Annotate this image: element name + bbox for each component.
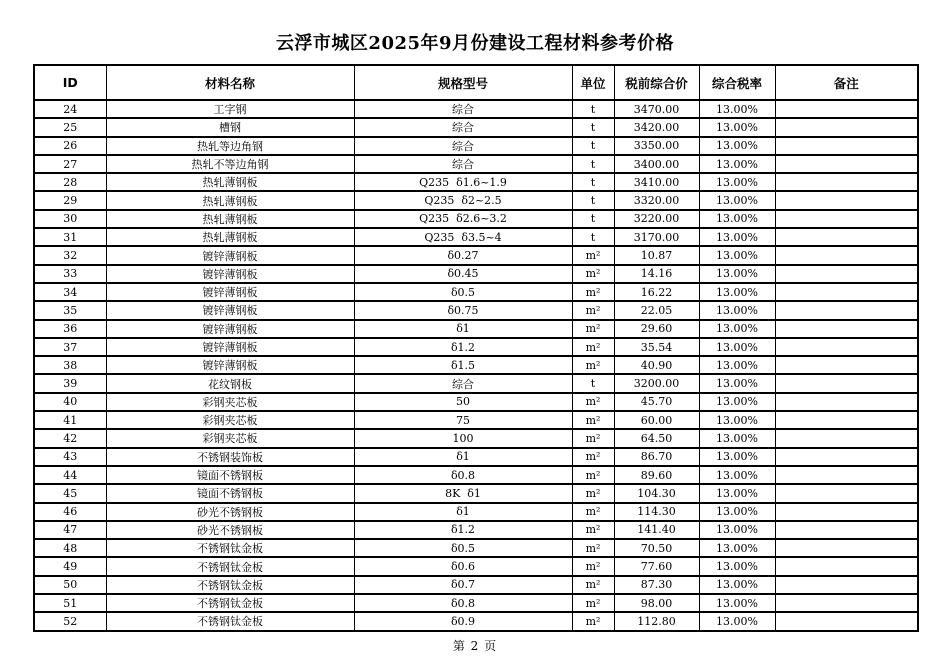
cell-id: 45 [34, 484, 106, 502]
cell-material-name: 镀锌薄钢板 [106, 265, 354, 283]
table-body [34, 100, 918, 631]
cell-tax-rate: 13.00% [699, 576, 775, 594]
column-header-pretax-price: 税前综合价 [614, 65, 699, 100]
cell-unit: m² [572, 557, 614, 575]
cell-remark [775, 191, 918, 209]
table-row [34, 411, 918, 429]
cell-spec: δ0.5 [354, 539, 572, 557]
cell-unit: m² [572, 356, 614, 374]
cell-material-name: 花纹钢板 [106, 374, 354, 392]
cell-id: 47 [34, 521, 106, 539]
cell-pretax-price: 35.54 [614, 338, 699, 356]
cell-unit: m² [572, 265, 614, 283]
cell-pretax-price: 22.05 [614, 301, 699, 319]
cell-material-name: 热轧薄钢板 [106, 210, 354, 228]
cell-pretax-price: 3470.00 [614, 100, 699, 118]
column-header-id: ID [34, 65, 106, 100]
cell-remark [775, 155, 918, 173]
cell-unit: t [572, 228, 614, 246]
cell-remark [775, 594, 918, 612]
cell-id: 42 [34, 429, 106, 447]
cell-id: 36 [34, 320, 106, 338]
cell-spec: δ0.27 [354, 246, 572, 264]
cell-pretax-price: 112.80 [614, 612, 699, 630]
cell-tax-rate: 13.00% [699, 356, 775, 374]
cell-spec: δ0.8 [354, 594, 572, 612]
table-row [34, 301, 918, 319]
table-row [34, 448, 918, 466]
cell-spec: δ0.8 [354, 466, 572, 484]
table-row [34, 594, 918, 612]
table-row [34, 100, 918, 118]
cell-material-name: 砂光不锈钢板 [106, 521, 354, 539]
cell-remark [775, 246, 918, 264]
cell-pretax-price: 16.22 [614, 283, 699, 301]
cell-unit: m² [572, 411, 614, 429]
cell-unit: t [572, 374, 614, 392]
cell-tax-rate: 13.00% [699, 466, 775, 484]
cell-spec: δ0.9 [354, 612, 572, 630]
cell-remark [775, 576, 918, 594]
table-row [34, 320, 918, 338]
cell-unit: m² [572, 521, 614, 539]
cell-tax-rate: 13.00% [699, 228, 775, 246]
cell-tax-rate: 13.00% [699, 338, 775, 356]
table-row [34, 137, 918, 155]
cell-spec: Q235 δ2~2.5 [354, 191, 572, 209]
cell-pretax-price: 86.70 [614, 448, 699, 466]
cell-unit: m² [572, 448, 614, 466]
cell-id: 31 [34, 228, 106, 246]
table-row [34, 484, 918, 502]
cell-tax-rate: 13.00% [699, 246, 775, 264]
column-header-remark: 备注 [775, 65, 918, 100]
cell-material-name: 镀锌薄钢板 [106, 246, 354, 264]
cell-material-name: 镀锌薄钢板 [106, 338, 354, 356]
cell-material-name: 热轧薄钢板 [106, 191, 354, 209]
cell-unit: m² [572, 320, 614, 338]
cell-tax-rate: 13.00% [699, 429, 775, 447]
cell-remark [775, 429, 918, 447]
cell-tax-rate: 13.00% [699, 265, 775, 283]
cell-material-name: 镀锌薄钢板 [106, 283, 354, 301]
cell-tax-rate: 13.00% [699, 100, 775, 118]
cell-material-name: 不锈钢钛金板 [106, 612, 354, 630]
cell-id: 37 [34, 338, 106, 356]
cell-unit: t [572, 100, 614, 118]
cell-pretax-price: 3400.00 [614, 155, 699, 173]
cell-remark [775, 466, 918, 484]
cell-remark [775, 374, 918, 392]
table-row [34, 118, 918, 136]
column-header-spec: 规格型号 [354, 65, 572, 100]
cell-remark [775, 612, 918, 630]
cell-spec: δ0.75 [354, 301, 572, 319]
cell-tax-rate: 13.00% [699, 173, 775, 191]
cell-id: 38 [34, 356, 106, 374]
table-container [33, 64, 917, 632]
table-row [34, 557, 918, 575]
cell-spec: Q235 δ3.5~4 [354, 228, 572, 246]
cell-pretax-price: 10.87 [614, 246, 699, 264]
cell-unit: t [572, 137, 614, 155]
cell-id: 33 [34, 265, 106, 283]
cell-material-name: 不锈钢钛金板 [106, 594, 354, 612]
cell-id: 50 [34, 576, 106, 594]
cell-unit: m² [572, 283, 614, 301]
cell-unit: t [572, 118, 614, 136]
cell-id: 52 [34, 612, 106, 630]
cell-pretax-price: 3350.00 [614, 137, 699, 155]
cell-pretax-price: 3420.00 [614, 118, 699, 136]
table-row [34, 228, 918, 246]
cell-remark [775, 539, 918, 557]
cell-remark [775, 228, 918, 246]
cell-material-name: 不锈钢钛金板 [106, 539, 354, 557]
cell-tax-rate: 13.00% [699, 411, 775, 429]
cell-spec: δ0.6 [354, 557, 572, 575]
cell-unit: t [572, 155, 614, 173]
cell-remark [775, 100, 918, 118]
cell-tax-rate: 13.00% [699, 448, 775, 466]
table-row [34, 210, 918, 228]
cell-tax-rate: 13.00% [699, 393, 775, 411]
cell-tax-rate: 13.00% [699, 320, 775, 338]
table-row [34, 246, 918, 264]
column-header-unit: 单位 [572, 65, 614, 100]
cell-remark [775, 338, 918, 356]
cell-remark [775, 356, 918, 374]
cell-unit: t [572, 210, 614, 228]
cell-id: 40 [34, 393, 106, 411]
cell-material-name: 彩钢夹芯板 [106, 429, 354, 447]
cell-id: 25 [34, 118, 106, 136]
cell-spec: δ1.5 [354, 356, 572, 374]
cell-spec: δ0.7 [354, 576, 572, 594]
cell-unit: m² [572, 338, 614, 356]
cell-id: 46 [34, 503, 106, 521]
cell-material-name: 热轧薄钢板 [106, 228, 354, 246]
table-row [34, 429, 918, 447]
cell-unit: m² [572, 393, 614, 411]
cell-remark [775, 557, 918, 575]
table-row [34, 265, 918, 283]
cell-pretax-price: 98.00 [614, 594, 699, 612]
cell-remark [775, 283, 918, 301]
cell-spec: 综合 [354, 100, 572, 118]
table-row [34, 539, 918, 557]
cell-material-name: 镀锌薄钢板 [106, 356, 354, 374]
cell-pretax-price: 40.90 [614, 356, 699, 374]
cell-pretax-price: 87.30 [614, 576, 699, 594]
table-row [34, 283, 918, 301]
cell-material-name: 彩钢夹芯板 [106, 393, 354, 411]
cell-unit: t [572, 173, 614, 191]
cell-id: 51 [34, 594, 106, 612]
cell-unit: m² [572, 429, 614, 447]
cell-spec: δ1.2 [354, 338, 572, 356]
cell-unit: m² [572, 539, 614, 557]
cell-tax-rate: 13.00% [699, 301, 775, 319]
cell-spec: 综合 [354, 374, 572, 392]
cell-remark [775, 521, 918, 539]
cell-spec: 75 [354, 411, 572, 429]
cell-material-name: 镜面不锈钢板 [106, 466, 354, 484]
cell-pretax-price: 141.40 [614, 521, 699, 539]
cell-spec: δ0.5 [354, 283, 572, 301]
cell-spec: Q235 δ2.6~3.2 [354, 210, 572, 228]
cell-tax-rate: 13.00% [699, 612, 775, 630]
cell-pretax-price: 45.70 [614, 393, 699, 411]
cell-id: 35 [34, 301, 106, 319]
cell-spec: 8K δ1 [354, 484, 572, 502]
cell-remark [775, 393, 918, 411]
cell-pretax-price: 89.60 [614, 466, 699, 484]
cell-spec: Q235 δ1.6~1.9 [354, 173, 572, 191]
cell-id: 26 [34, 137, 106, 155]
column-header-material-name: 材料名称 [106, 65, 354, 100]
cell-spec: δ0.45 [354, 265, 572, 283]
cell-id: 29 [34, 191, 106, 209]
cell-tax-rate: 13.00% [699, 283, 775, 301]
column-header-tax-rate: 综合税率 [699, 65, 775, 100]
cell-unit: t [572, 191, 614, 209]
cell-tax-rate: 13.00% [699, 557, 775, 575]
cell-pretax-price: 29.60 [614, 320, 699, 338]
cell-tax-rate: 13.00% [699, 137, 775, 155]
cell-pretax-price: 70.50 [614, 539, 699, 557]
cell-unit: m² [572, 301, 614, 319]
cell-id: 32 [34, 246, 106, 264]
table-row [34, 155, 918, 173]
cell-material-name: 镀锌薄钢板 [106, 301, 354, 319]
cell-material-name: 不锈钢钛金板 [106, 557, 354, 575]
cell-unit: m² [572, 576, 614, 594]
cell-material-name: 镜面不锈钢板 [106, 484, 354, 502]
page-title: 云浮市城区2025年9月份建设工程材料参考价格 [275, 33, 675, 54]
cell-tax-rate: 13.00% [699, 484, 775, 502]
cell-spec: 100 [354, 429, 572, 447]
table-row [34, 612, 918, 630]
cell-unit: m² [572, 466, 614, 484]
cell-spec: 50 [354, 393, 572, 411]
cell-material-name: 槽钢 [106, 118, 354, 136]
cell-remark [775, 448, 918, 466]
cell-spec: δ1.2 [354, 521, 572, 539]
cell-tax-rate: 13.00% [699, 374, 775, 392]
cell-id: 30 [34, 210, 106, 228]
table-row [34, 576, 918, 594]
cell-unit: m² [572, 484, 614, 502]
cell-spec: δ1 [354, 320, 572, 338]
cell-material-name: 热轧等边角钢 [106, 137, 354, 155]
cell-pretax-price: 3220.00 [614, 210, 699, 228]
cell-pretax-price: 3200.00 [614, 374, 699, 392]
cell-pretax-price: 3320.00 [614, 191, 699, 209]
cell-material-name: 工字钢 [106, 100, 354, 118]
cell-tax-rate: 13.00% [699, 155, 775, 173]
cell-remark [775, 484, 918, 502]
material-price-table [33, 64, 919, 632]
cell-id: 24 [34, 100, 106, 118]
cell-id: 48 [34, 539, 106, 557]
cell-unit: m² [572, 503, 614, 521]
page-number: 第 2 页 [452, 638, 498, 653]
cell-spec: δ1 [354, 448, 572, 466]
cell-material-name: 彩钢夹芯板 [106, 411, 354, 429]
cell-remark [775, 118, 918, 136]
cell-pretax-price: 3410.00 [614, 173, 699, 191]
cell-tax-rate: 13.00% [699, 539, 775, 557]
cell-remark [775, 210, 918, 228]
cell-spec: 综合 [354, 118, 572, 136]
table-row [34, 356, 918, 374]
cell-id: 39 [34, 374, 106, 392]
cell-pretax-price: 3170.00 [614, 228, 699, 246]
cell-remark [775, 411, 918, 429]
table-row [34, 466, 918, 484]
cell-id: 49 [34, 557, 106, 575]
table-row [34, 173, 918, 191]
cell-remark [775, 503, 918, 521]
cell-material-name: 镀锌薄钢板 [106, 320, 354, 338]
cell-tax-rate: 13.00% [699, 503, 775, 521]
table-row [34, 521, 918, 539]
cell-material-name: 热轧薄钢板 [106, 173, 354, 191]
cell-material-name: 不锈钢钛金板 [106, 576, 354, 594]
cell-pretax-price: 60.00 [614, 411, 699, 429]
table-row [34, 191, 918, 209]
cell-material-name: 砂光不锈钢板 [106, 503, 354, 521]
cell-id: 44 [34, 466, 106, 484]
cell-tax-rate: 13.00% [699, 594, 775, 612]
cell-material-name: 不锈钢装饰板 [106, 448, 354, 466]
cell-unit: m² [572, 594, 614, 612]
cell-tax-rate: 13.00% [699, 521, 775, 539]
cell-unit: m² [572, 612, 614, 630]
table-header-row [34, 65, 918, 100]
cell-tax-rate: 13.00% [699, 191, 775, 209]
table-row [34, 393, 918, 411]
cell-material-name: 热轧不等边角钢 [106, 155, 354, 173]
cell-spec: 综合 [354, 155, 572, 173]
cell-remark [775, 265, 918, 283]
cell-tax-rate: 13.00% [699, 118, 775, 136]
cell-pretax-price: 14.16 [614, 265, 699, 283]
cell-pretax-price: 104.30 [614, 484, 699, 502]
cell-remark [775, 137, 918, 155]
table-row [34, 374, 918, 392]
cell-spec: 综合 [354, 137, 572, 155]
cell-remark [775, 173, 918, 191]
cell-unit: m² [572, 246, 614, 264]
table-row [34, 503, 918, 521]
cell-id: 41 [34, 411, 106, 429]
cell-pretax-price: 77.60 [614, 557, 699, 575]
cell-spec: δ1 [354, 503, 572, 521]
cell-id: 43 [34, 448, 106, 466]
cell-remark [775, 301, 918, 319]
cell-id: 28 [34, 173, 106, 191]
cell-pretax-price: 64.50 [614, 429, 699, 447]
table-row [34, 338, 918, 356]
cell-id: 27 [34, 155, 106, 173]
cell-pretax-price: 114.30 [614, 503, 699, 521]
cell-tax-rate: 13.00% [699, 210, 775, 228]
cell-id: 34 [34, 283, 106, 301]
cell-remark [775, 320, 918, 338]
